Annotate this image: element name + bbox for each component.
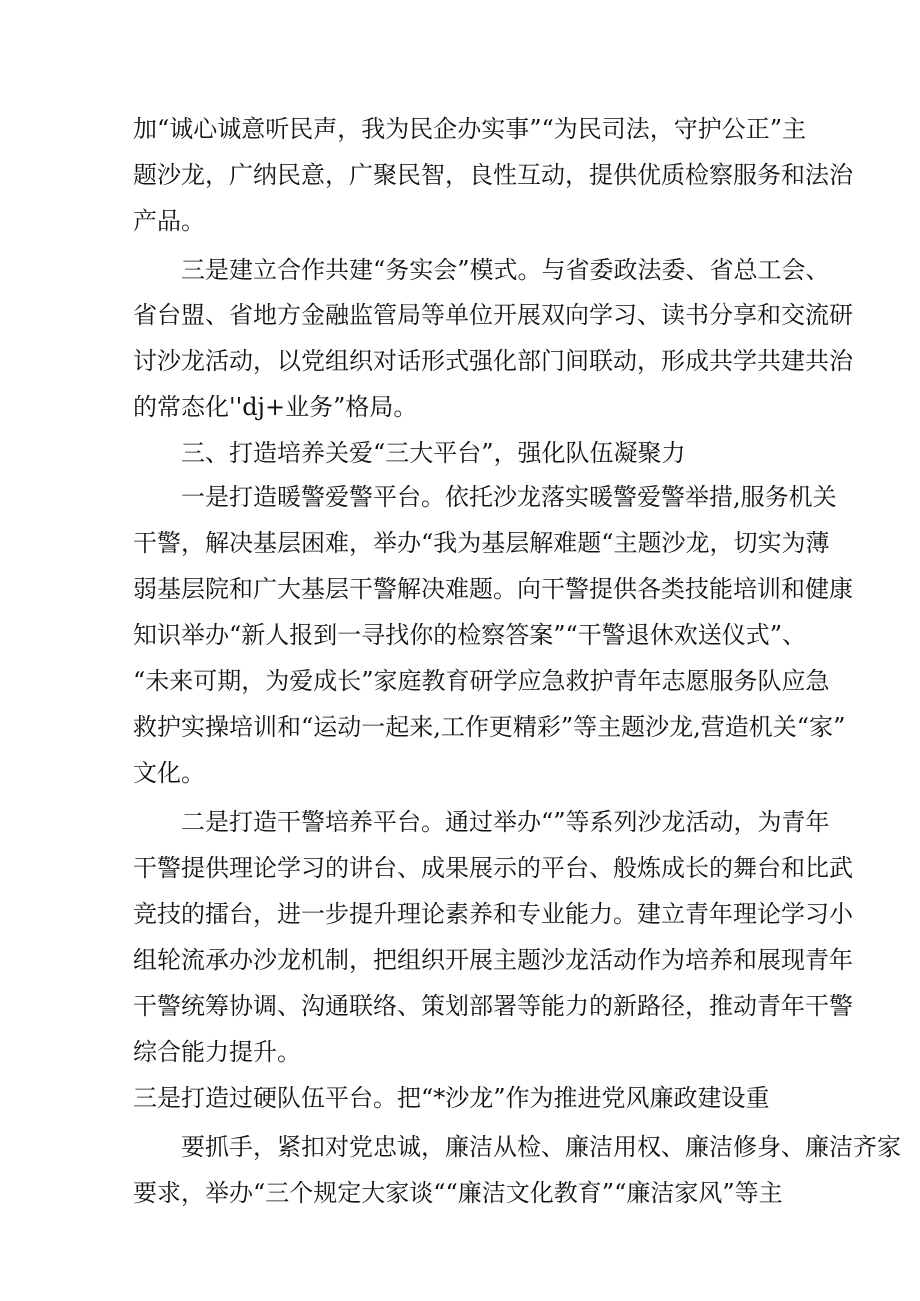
paragraph-line: 题沙龙，广纳民意，广聚民智，良性互动，提供优质检察服务和法治	[133, 161, 853, 189]
paragraph-line: 干警提供理论学习的讲台、成果展示的平台、般炼成长的舞台和比武	[133, 854, 853, 882]
paragraph-line: 要抓手，紧扣对党忠诚，廉洁从检、廉洁用权、廉洁修身、廉洁齐家	[181, 1133, 901, 1161]
paragraph-line: 一是打造暖警爱警平台。依托沙龙落实暖警爱警举措,服务机关	[181, 483, 837, 511]
paragraph-line: 三是打造过硬队伍平台。把“*沙龙”作为推进党风廉政建设重	[133, 1084, 770, 1112]
paragraph-line: 二是打造干警培养平台。通过举办“”等系列沙龙活动，为青年	[181, 808, 830, 836]
section-heading: 三、打造培养关爱“三大平台”，强化队伍凝聚力	[181, 439, 686, 467]
paragraph-line: 干警统筹协调、沟通联络、策划部署等能力的新路径，推动青年干警	[133, 992, 853, 1020]
paragraph-line: 竞技的擂台，进一步提升理论素养和专业能力。建立青年理论学习小	[133, 900, 853, 928]
paragraph-line: 省台盟、省地方金融监管局等单位开展双向学习、读书分享和交流研	[133, 301, 853, 329]
paragraph-line: 知识举办“新人报到一寻找你的检察答案”“干警退休欢送仪式”、	[133, 621, 807, 649]
paragraph-line: 要求，举办“三个规定大家谈““廉洁文化教育”“廉洁家风”等主	[133, 1179, 783, 1207]
paragraph-line: 综合能力提升。	[133, 1038, 301, 1066]
paragraph-line: 三是建立合作共建“务实会”模式。与省委政法委、省总工会、	[181, 256, 830, 284]
paragraph-line: 加“诚心诚意听民声，我为民企办实事”“为民司法，守护公正”主	[133, 115, 807, 143]
paragraph-line: 文化。	[133, 759, 205, 787]
paragraph-line: 的常态化''dj+业务”格局。	[133, 393, 418, 421]
paragraph-line: 救护实操培训和“运动一起来,工作更精彩”等主题沙龙,营造机关“家”	[133, 713, 846, 741]
paragraph-line: 组轮流承办沙龙机制，把组织开展主题沙龙活动作为培养和展现青年	[133, 946, 853, 974]
paragraph-line: 产品。	[133, 207, 205, 235]
paragraph-line: 讨沙龙活动，以党组织对话形式强化部门间联动，形成共学共建共治	[133, 347, 853, 375]
paragraph-line: 弱基层院和广大基层干警解决难题。向干警提供各类技能培训和健康	[133, 575, 853, 603]
paragraph-line: 干警，解决基层困难，举办“我为基层解难题“主题沙龙，切实为薄	[133, 529, 830, 557]
paragraph-line: “未来可期，为爱成长”家庭教育研学应急救护青年志愿服务队应急	[133, 667, 830, 695]
